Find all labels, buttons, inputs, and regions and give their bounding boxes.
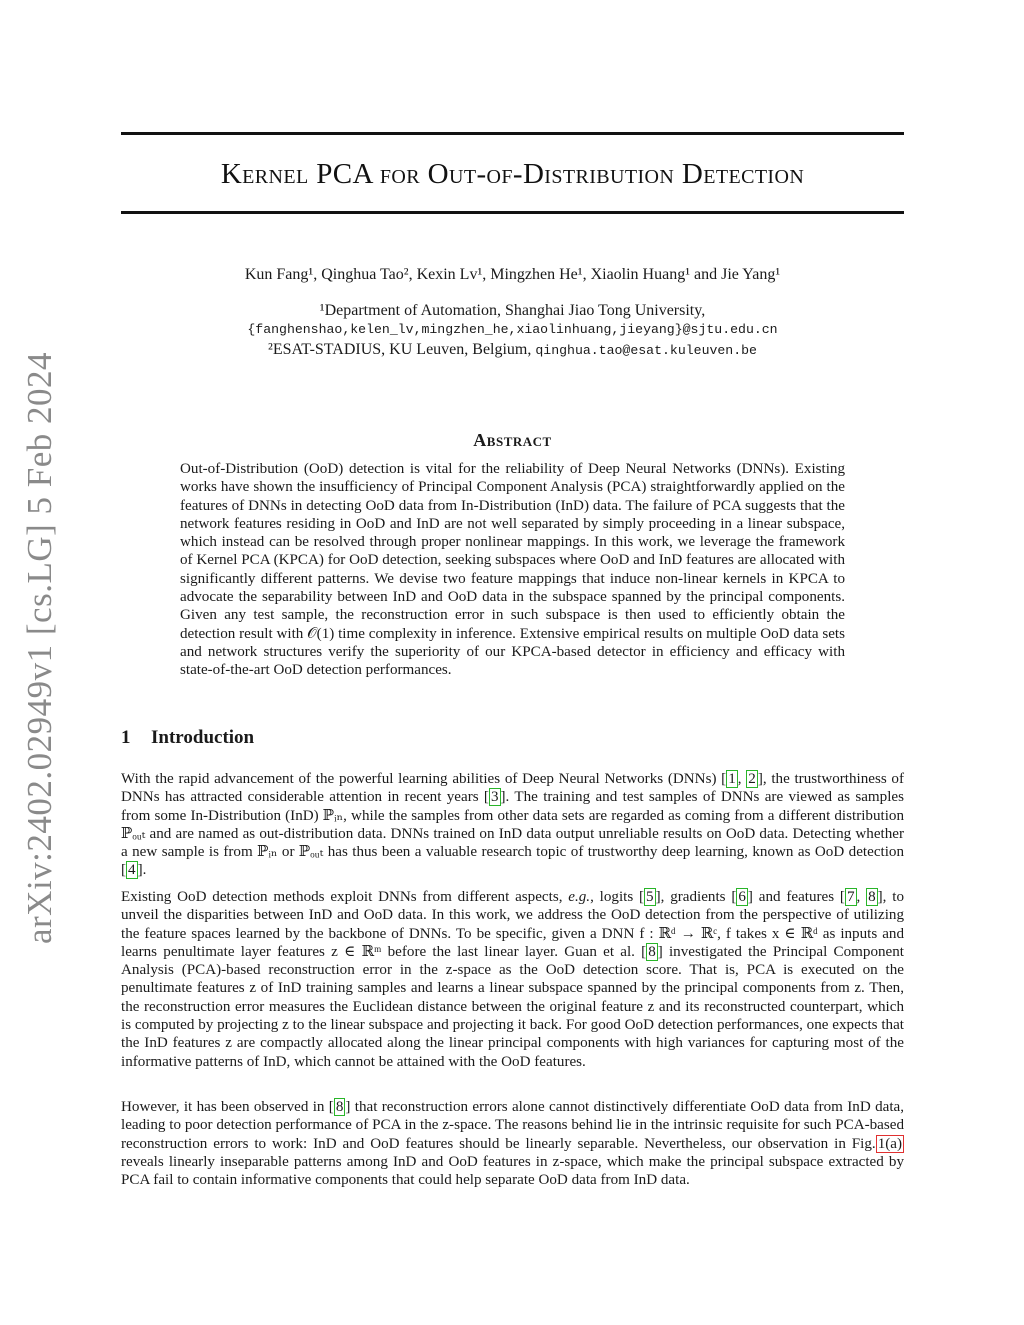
intro-paragraph-3: However, it has been observed in [ 8 ] that reconstruction errors alone cannot distinctively differentiate OoD data from InD data, leading to poor detection performance of PCA in the z-space. The reasons behind lie in the intrinsic requisite for such PCA-based reconstruction errors to work: InD and OoD features should be linearly separable. Nevertheless, our observation in Fig. 1(a) reveals linearly inseparable patterns among InD and OoD features in z-space, which make the principal subspace extracted by PCA fail to contain informative components that could help separate OoD data from InD data. [121,1099,904,1189]
citation-3[interactable]: 3 [490,789,499,806]
abstract-body: Out-of-Distribution (OoD) detection is vital for the reliability of Deep Neural Networks (DNNs). Existing works have shown the insufficiency of Principal Component Analysis (PCA) straightforwardly applied on the features of DNNs in detecting OoD data from In-Distribution (InD) data. The failure of PCA suggests that the network features residing in OoD and InD are not well separated by simply proceeding in a linear subspace, which instead can be resolved through proper nonlinear mappings. In this work, we leverage the framework of Kernel PCA (KPCA) for OoD detection, seeking subspaces where OoD and InD features are allocated with significantly different patterns. We devise two feature mappings that induce non-linear kernels in KPCA to advocate the separability between InD and OoD data in the subspace spanned by the principal components. Given any test sample, the reconstruction error in such subspace is then used to efficiently obtain the detection result with 𝒪(1) time complexity in inference. Extensive empirical results on multiple OoD data sets and network structures verify the superiority of our KPCA-based detector in efficiency and efficacy with state-of-the-art OoD detection performances. [180,461,845,679]
emails-sjtu: {fanghenshao,kelen_lv,mingzhen_he,xiaolinhuang,jieyang}@sjtu.edu.cn [247,322,778,337]
citation-1[interactable]: 1 [728,771,736,787]
citation-5[interactable]: 5 [646,889,654,905]
paper-title: Kernel PCA for Out-of-Distribution Detection [220,158,805,190]
citation-7[interactable]: 7 [846,889,855,905]
section-heading-introduction [121,727,254,749]
section-number: 1 [121,727,131,748]
author-list: Kun Fang¹, Qinghua Tao², Kexin Lv¹, Mingzhen He¹, Xiaolin Huang¹ and Jie Yang¹ [244,266,781,283]
intro-paragraph-1: With the rapid advancement of the powerful learning abilities of Deep Neural Networks (DNNs) [ 1 , 2 ], the trustworthiness of DNNs has attracted considerable attention in recent years [ 3 ]. The training and test samples of DNNs are viewed as samples from some In-Distribution (InD) ℙᵢₙ, while the samples from other data sets are regarded as coming from a different distribution ℙₒᵤₜ and are named as out-distribution data. DNNs trained on InD data output unreliable results on OoD data. Detecting whether a new sample is from ℙᵢₙ or ℙₒᵤₜ has thus been a valuable research topic of trustworthy deep learning, known as OoD detection [ 4 ]. [121,771,905,879]
affiliation-kuleuven-text: ²ESAT-STADIUS, KU Leuven, Belgium, [268,341,532,358]
citation-4[interactable]: 4 [128,862,136,879]
citation-6[interactable]: 6 [738,889,746,905]
affiliation-sjtu: ¹Department of Automation, Shanghai Jiao Tong University, [319,302,706,319]
figure-ref-1a[interactable]: 1(a) [877,1135,902,1152]
intro-paragraph-2: Existing OoD detection methods exploit DNNs from different aspects, e.g., logits [ 5 ], gradients [ 6 ] and features [ 7 , 8 ], to unveil the disparities between InD and OoD data. In this work, we address the OoD detection from the perspective of utilizing the feature spaces learned by the backbone of DNNs. To be specific, given a DNN f : ℝᵈ → ℝᶜ, f takes x ∈ ℝᵈ as inputs and learns penultimate layer features z ∈ ℝᵐ before the last linear layer. Guan et al. [ 8 ] investigated the Principal Component Analysis (PCA)-based reconstruction error in the z-space as the OoD detection score. That is, PCA is executed on the penultimate features z of InD training samples and learns a linear subspace spanned by the principal components from z. Then, the reconstruction error measures the Euclidean distance between the original feature z and its reconstructed counterpart, which is computed by projecting z to the linear subspace and projecting it back. For good OoD detection performances, one expects that the InD features z are compactly allocated along the linear principal components with high variances for capturing most of the informative patterns of InD, which cannot be attained with the OoD features. [121,889,905,1070]
email-kuleuven: qinghua.tao@esat.kuleuven.be [535,343,757,358]
citation-8[interactable]: 8 [868,889,876,905]
title-rule-top [121,132,904,135]
citation-2[interactable]: 2 [748,771,756,787]
arxiv-identifier-stamp: arXiv:2402.02949v1 [cs.LG] 5 Feb 2024 [20,351,59,945]
abstract-heading: Abstract [473,430,552,450]
eg-abbrev: e.g. [568,889,591,905]
citation-8-guan[interactable]: 8 [648,943,656,960]
title-rule-bottom [121,211,904,214]
citation-8-observed[interactable]: 8 [335,1099,344,1115]
affiliation-kuleuven [121,341,904,359]
section-title: Introduction [151,727,255,748]
